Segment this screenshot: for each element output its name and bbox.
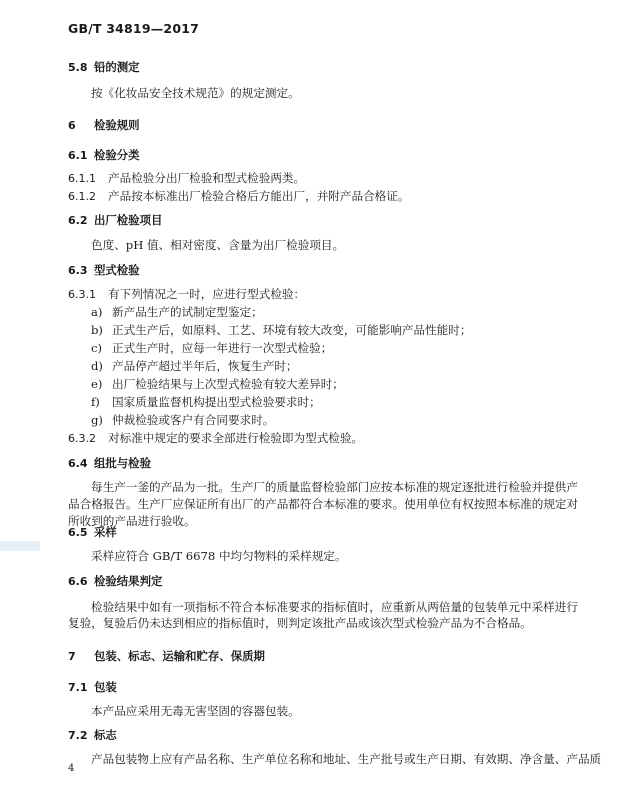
section-6-5-heading [68,525,117,540]
list-text: 正式生产后，如原料、工艺、环境有较大改变，可能影响产品性能时； [112,323,472,337]
clause-6-3-1 [68,287,305,302]
section-number: 7.1 [68,681,88,694]
section-6-4-heading [68,456,151,471]
list-label: a) [91,305,103,319]
section-title: 采样 [94,525,117,539]
section-number: 6.1 [68,149,88,162]
side-tab-marker [0,541,40,551]
section-number: 6.6 [68,575,88,588]
list-item [91,413,274,427]
list-item [91,395,321,409]
section-number: 6 [68,119,76,132]
list-label: c) [91,341,103,355]
section-title: 组批与检验 [94,456,151,470]
section-7-2-heading [68,728,117,743]
section-6-heading [68,118,140,133]
clause-6-1-1 [68,171,305,186]
section-6-6-text-line: 复验，复验后仍未达到相应的指标值时，则判定该批产品或该次型式检验产品为不合格品。 [68,616,532,630]
section-title: 检验规则 [94,118,140,132]
section-number: 7 [68,650,76,663]
section-6-4-text-line: 品合格报告。生产厂应保证所有出厂的产品都符合本标准的要求。使用单位有权按照本标准的规定对 [68,497,579,511]
list-label: f) [91,395,100,409]
list-item [91,359,298,373]
clause-number: 6.3.2 [68,432,96,445]
clause-number: 6.3.1 [68,288,96,301]
clause-text: 产品检验分出厂检验和型式检验两类。 [108,171,306,185]
clause-text: 有下列情况之一时，应进行型式检验： [108,287,306,301]
list-text: 出厂检验结果与上次型式检验有较大差异时； [112,377,344,391]
section-title: 包装、标志、运输和贮存、保质期 [94,649,265,663]
clause-6-1-2 [68,189,409,204]
list-text: 国家质量监督机构提出型式检验要求时； [112,395,321,409]
section-title: 铅的测定 [94,60,140,74]
section-title: 包装 [94,680,117,694]
clause-number: 6.1.2 [68,190,96,203]
clause-6-3-2 [68,431,363,446]
page-number: 4 [68,763,75,774]
clause-number: 6.1.1 [68,172,96,185]
section-6-1-heading [68,148,140,163]
section-title: 出厂检验项目 [94,213,163,227]
section-number: 5.8 [68,61,88,74]
section-7-1-text: 本产品应采用无毒无害坚固的容器包装。 [91,704,300,718]
section-7-2-text: 产品包装物上应有产品名称、生产单位名称和地址、生产批号或生产日期、有效期、净含量、产品质 [91,752,602,766]
section-7-heading [68,649,265,664]
section-number: 6.4 [68,457,88,470]
list-label: e) [91,377,103,391]
standard-header: GB/T 34819—2017 [68,21,200,36]
list-label: b) [91,323,103,337]
section-6-4-text-line: 所收到的产品进行验收。 [68,514,196,528]
list-label: d) [91,359,103,373]
list-item [91,341,332,355]
list-label: g) [91,413,103,427]
section-number: 6.2 [68,214,88,227]
section-number: 6.3 [68,264,88,277]
section-5-8-text: 按《化妆品安全技术规范》的规定测定。 [91,86,300,100]
list-text: 仲裁检验或客户有合同要求时。 [112,413,275,427]
list-item [91,305,263,319]
section-6-3-heading [68,263,140,278]
section-6-2-heading [68,213,162,228]
list-item [91,377,344,391]
section-7-1-heading [68,680,117,695]
section-6-5-text: 采样应符合 GB/T 6678 中均匀物料的采样规定。 [91,549,347,563]
list-text: 产品停产超过半年后，恢复生产时； [112,359,298,373]
section-6-6-text-line: 检验结果中如有一项指标不符合本标准要求的指标值时，应重新从两倍量的包装单元中采样进行 [91,600,578,614]
section-title: 标志 [94,728,117,742]
section-6-2-text: 色度、pH 值、相对密度、含量为出厂检验项目。 [91,238,345,252]
list-text: 正式生产时，应每一年进行一次型式检验； [112,341,333,355]
clause-text: 产品按本标准出厂检验合格后方能出厂，并附产品合格证。 [108,189,410,203]
section-title: 检验分类 [94,148,140,162]
section-6-6-heading [68,574,162,589]
section-title: 检验结果判定 [94,574,163,588]
section-6-4-text-line: 每生产一釜的产品为一批。生产厂的质量监督检验部门应按本标准的规定逐批进行检验并提供产 [91,480,578,494]
clause-text: 对标准中规定的要求全部进行检验即为型式检验。 [108,431,364,445]
section-5-8-heading [68,60,140,75]
section-title: 型式检验 [94,263,140,277]
section-number: 6.5 [68,526,88,539]
section-number: 7.2 [68,729,88,742]
list-item [91,323,471,337]
list-text: 新产品生产的试制定型鉴定； [112,305,263,319]
